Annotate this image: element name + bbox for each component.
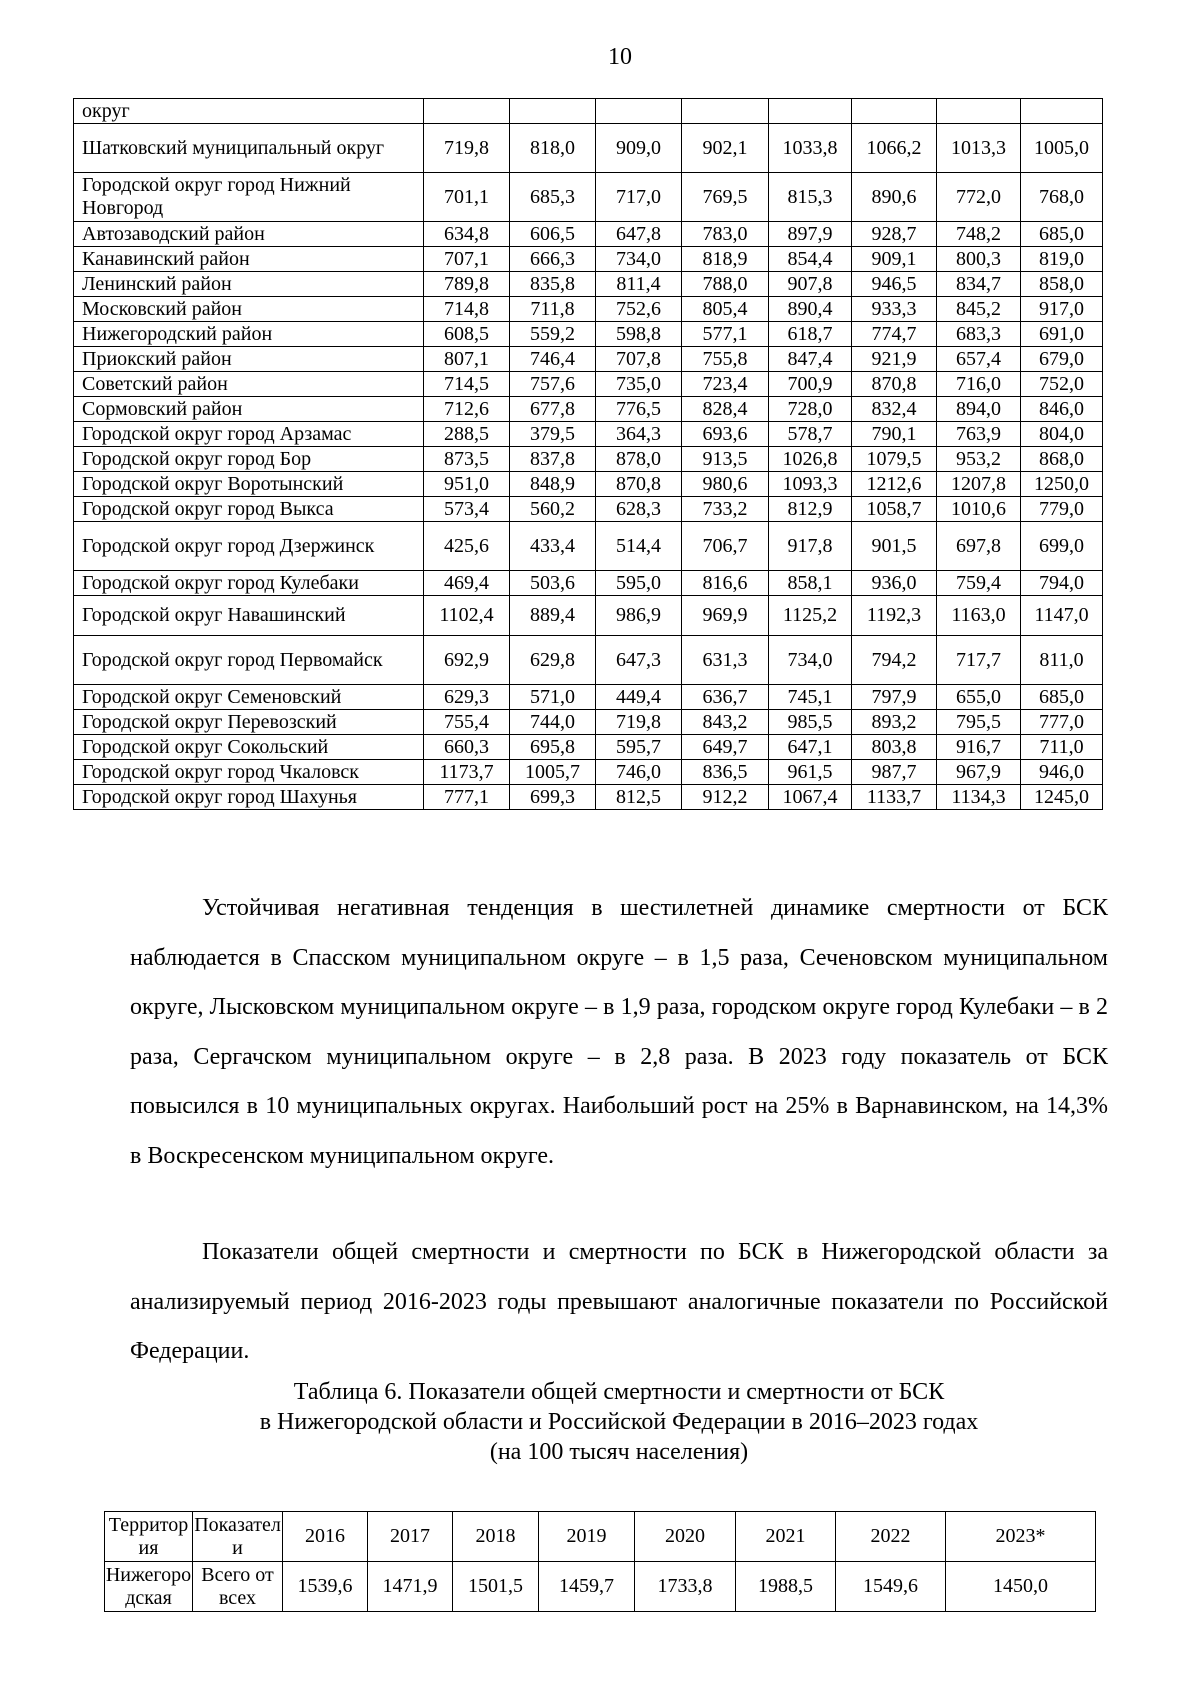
- value-cell: 728,0: [769, 397, 852, 422]
- value-cell: 1250,0: [1021, 472, 1103, 497]
- value-cell: 711,0: [1021, 735, 1103, 760]
- value-cell: 1102,4: [424, 596, 510, 636]
- value-cell: 1471,9: [368, 1562, 453, 1612]
- value-cell: 848,9: [510, 472, 596, 497]
- value-cell: 800,3: [937, 247, 1021, 272]
- value-cell: 858,0: [1021, 272, 1103, 297]
- value-cell: 812,5: [596, 785, 682, 810]
- value-cell: 716,0: [937, 372, 1021, 397]
- value-cell: 890,6: [852, 173, 937, 222]
- district-name-cell: Советский район: [74, 372, 424, 397]
- value-cell: 717,0: [596, 173, 682, 222]
- value-cell: 961,5: [769, 760, 852, 785]
- value-cell: 695,8: [510, 735, 596, 760]
- value-cell: 692,9: [424, 636, 510, 685]
- value-cell: 714,8: [424, 297, 510, 322]
- table-row: [74, 124, 1103, 173]
- table-row: [74, 272, 1103, 297]
- value-cell: 733,2: [682, 497, 769, 522]
- header-cell: Территория: [105, 1512, 193, 1562]
- value-cell: 1163,0: [937, 596, 1021, 636]
- header-cell: 2019: [539, 1512, 635, 1562]
- value-cell: 794,0: [1021, 571, 1103, 596]
- value-cell: 379,5: [510, 422, 596, 447]
- value-cell: 763,9: [937, 422, 1021, 447]
- value-cell: 769,5: [682, 173, 769, 222]
- table-header-row: [105, 1512, 1096, 1562]
- value-cell: 777,1: [424, 785, 510, 810]
- header-cell: 2021: [736, 1512, 836, 1562]
- value-cell: 1005,7: [510, 760, 596, 785]
- value-cell: 818,9: [682, 247, 769, 272]
- value-cell: 847,4: [769, 347, 852, 372]
- value-cell: 660,3: [424, 735, 510, 760]
- value-cell: 946,5: [852, 272, 937, 297]
- value-cell: 1026,8: [769, 447, 852, 472]
- value-cell: [510, 99, 596, 124]
- value-cell: 846,0: [1021, 397, 1103, 422]
- table-row: [74, 596, 1103, 636]
- table-row: [74, 760, 1103, 785]
- district-name-cell: Московский район: [74, 297, 424, 322]
- value-cell: 425,6: [424, 522, 510, 571]
- value-cell: 936,0: [852, 571, 937, 596]
- value-cell: 679,0: [1021, 347, 1103, 372]
- header-cell: 2018: [453, 1512, 539, 1562]
- value-cell: 647,8: [596, 222, 682, 247]
- value-cell: 618,7: [769, 322, 852, 347]
- value-cell: 657,4: [937, 347, 1021, 372]
- value-cell: 807,1: [424, 347, 510, 372]
- table-row: [74, 685, 1103, 710]
- table-row: [74, 222, 1103, 247]
- value-cell: 699,3: [510, 785, 596, 810]
- value-cell: 789,8: [424, 272, 510, 297]
- value-cell: 794,2: [852, 636, 937, 685]
- value-cell: 1539,6: [283, 1562, 368, 1612]
- value-cell: 832,4: [852, 397, 937, 422]
- district-name-cell: Городской округ Навашинский: [74, 596, 424, 636]
- table-row: [74, 397, 1103, 422]
- value-cell: 1010,6: [937, 497, 1021, 522]
- district-name-cell: Городской округ Семеновский: [74, 685, 424, 710]
- value-cell: 707,8: [596, 347, 682, 372]
- value-cell: [682, 99, 769, 124]
- value-cell: 889,4: [510, 596, 596, 636]
- value-cell: 712,6: [424, 397, 510, 422]
- value-cell: 714,5: [424, 372, 510, 397]
- value-cell: 755,8: [682, 347, 769, 372]
- value-cell: 890,4: [769, 297, 852, 322]
- value-cell: 288,5: [424, 422, 510, 447]
- value-cell: 606,5: [510, 222, 596, 247]
- table-row: [74, 297, 1103, 322]
- value-cell: 1133,7: [852, 785, 937, 810]
- value-cell: 628,3: [596, 497, 682, 522]
- value-cell: 783,0: [682, 222, 769, 247]
- table-row: [74, 247, 1103, 272]
- value-cell: 836,5: [682, 760, 769, 785]
- value-cell: 693,6: [682, 422, 769, 447]
- value-cell: 595,7: [596, 735, 682, 760]
- value-cell: 717,7: [937, 636, 1021, 685]
- value-cell: 734,0: [769, 636, 852, 685]
- district-name-cell: Городской округ город Первомайск: [74, 636, 424, 685]
- value-cell: 746,4: [510, 347, 596, 372]
- indicator-cell: Всего от всех: [193, 1562, 283, 1612]
- district-name-cell: округ: [74, 99, 424, 124]
- district-name-cell: Ленинский район: [74, 272, 424, 297]
- header-cell: 2023*: [946, 1512, 1096, 1562]
- value-cell: 573,4: [424, 497, 510, 522]
- value-cell: 815,3: [769, 173, 852, 222]
- value-cell: 1134,3: [937, 785, 1021, 810]
- value-cell: 699,0: [1021, 522, 1103, 571]
- value-cell: 774,7: [852, 322, 937, 347]
- table-row: [74, 472, 1103, 497]
- value-cell: 779,0: [1021, 497, 1103, 522]
- table-row: [74, 497, 1103, 522]
- value-cell: 636,7: [682, 685, 769, 710]
- value-cell: 577,1: [682, 322, 769, 347]
- value-cell: 571,0: [510, 685, 596, 710]
- value-cell: 719,8: [596, 710, 682, 735]
- value-cell: 752,6: [596, 297, 682, 322]
- table-row: [74, 447, 1103, 472]
- paragraph-bsk-trend: Устойчивая негативная тенденция в шестилетней динамике смертности от БСК наблюдается в Спасском муниципальном округе – в 1,5 раза, Сеченовском муниципальном округе, Лысковском муниципальном округе – в 1,9 раза, городском округе город Кулебаки – в 2 раза, Сергачском муниципальном округе – в 2,8 раза. В 2023 году показатель от БСК повысился в 10 муниципальных округах. Наибольший рост на 25% в Варнавинском, на 14,3% в Воскресенском муниципальном округе.: [130, 895, 1108, 1169]
- value-cell: 746,0: [596, 760, 682, 785]
- district-name-cell: Городской округ город Нижний Новгород: [74, 173, 424, 222]
- value-cell: 1988,5: [736, 1562, 836, 1612]
- table-row: [74, 173, 1103, 222]
- value-cell: 697,8: [937, 522, 1021, 571]
- value-cell: 655,0: [937, 685, 1021, 710]
- district-name-cell: Городской округ город Дзержинск: [74, 522, 424, 571]
- value-cell: 433,4: [510, 522, 596, 571]
- value-cell: 1245,0: [1021, 785, 1103, 810]
- territory-cell: Нижегородская: [105, 1562, 193, 1612]
- value-cell: 449,4: [596, 685, 682, 710]
- value-cell: 1066,2: [852, 124, 937, 173]
- table-row: [74, 710, 1103, 735]
- header-cell: 2022: [836, 1512, 946, 1562]
- value-cell: 514,4: [596, 522, 682, 571]
- value-cell: 666,3: [510, 247, 596, 272]
- value-cell: 719,8: [424, 124, 510, 173]
- value-cell: 559,2: [510, 322, 596, 347]
- value-cell: 917,0: [1021, 297, 1103, 322]
- value-cell: 854,4: [769, 247, 852, 272]
- district-name-cell: Автозаводский район: [74, 222, 424, 247]
- table-row: [74, 347, 1103, 372]
- value-cell: 828,4: [682, 397, 769, 422]
- district-name-cell: Нижегородский район: [74, 322, 424, 347]
- caption-line-2: в Нижегородской области и Российской Федерации в 2016–2023 годах: [259, 1409, 979, 1435]
- value-cell: 967,9: [937, 760, 1021, 785]
- value-cell: 691,0: [1021, 322, 1103, 347]
- header-cell: 2020: [635, 1512, 736, 1562]
- value-cell: 629,8: [510, 636, 596, 685]
- table-row: [74, 99, 1103, 124]
- value-cell: 608,5: [424, 322, 510, 347]
- value-cell: 795,5: [937, 710, 1021, 735]
- value-cell: 1033,8: [769, 124, 852, 173]
- table-row: [74, 372, 1103, 397]
- value-cell: 805,4: [682, 297, 769, 322]
- value-cell: 1147,0: [1021, 596, 1103, 636]
- value-cell: 776,5: [596, 397, 682, 422]
- table-row: [105, 1562, 1096, 1612]
- value-cell: [424, 99, 510, 124]
- value-cell: 907,8: [769, 272, 852, 297]
- value-cell: 788,0: [682, 272, 769, 297]
- district-name-cell: Сормовский район: [74, 397, 424, 422]
- mortality-by-district-table: [73, 98, 1103, 810]
- value-cell: 649,7: [682, 735, 769, 760]
- district-name-cell: Шатковский муниципальный округ: [74, 124, 424, 173]
- value-cell: 1207,8: [937, 472, 1021, 497]
- value-cell: 598,8: [596, 322, 682, 347]
- value-cell: 1501,5: [453, 1562, 539, 1612]
- value-cell: 980,6: [682, 472, 769, 497]
- value-cell: 364,3: [596, 422, 682, 447]
- value-cell: 811,4: [596, 272, 682, 297]
- value-cell: 1058,7: [852, 497, 937, 522]
- value-cell: 735,0: [596, 372, 682, 397]
- page-number: 10: [608, 44, 632, 70]
- value-cell: 560,2: [510, 497, 596, 522]
- table-row: [74, 636, 1103, 685]
- value-cell: 677,8: [510, 397, 596, 422]
- value-cell: 928,7: [852, 222, 937, 247]
- value-cell: 953,2: [937, 447, 1021, 472]
- district-name-cell: Городской округ город Кулебаки: [74, 571, 424, 596]
- value-cell: 745,1: [769, 685, 852, 710]
- value-cell: 503,6: [510, 571, 596, 596]
- value-cell: 894,0: [937, 397, 1021, 422]
- value-cell: 1093,3: [769, 472, 852, 497]
- value-cell: 734,0: [596, 247, 682, 272]
- value-cell: 837,8: [510, 447, 596, 472]
- value-cell: 913,5: [682, 447, 769, 472]
- value-cell: 629,3: [424, 685, 510, 710]
- value-cell: 707,1: [424, 247, 510, 272]
- value-cell: [852, 99, 937, 124]
- value-cell: 706,7: [682, 522, 769, 571]
- value-cell: 1173,7: [424, 760, 510, 785]
- value-cell: 901,5: [852, 522, 937, 571]
- header-cell: 2017: [368, 1512, 453, 1562]
- caption-line-3: (на 100 тысяч населения): [489, 1439, 749, 1465]
- table-row: [74, 322, 1103, 347]
- value-cell: 933,3: [852, 297, 937, 322]
- value-cell: 909,0: [596, 124, 682, 173]
- value-cell: 916,7: [937, 735, 1021, 760]
- value-cell: 469,4: [424, 571, 510, 596]
- value-cell: 700,9: [769, 372, 852, 397]
- value-cell: 909,1: [852, 247, 937, 272]
- value-cell: 595,0: [596, 571, 682, 596]
- value-cell: 946,0: [1021, 760, 1103, 785]
- value-cell: 902,1: [682, 124, 769, 173]
- paragraph-rf-comparison: Показатели общей смертности и смертности по БСК в Нижегородской области за анализируемый период 2016-2023 годы превышают аналогичные показатели по Российской Федерации.: [130, 1239, 1108, 1364]
- value-cell: 711,8: [510, 297, 596, 322]
- district-name-cell: Городской округ город Выкса: [74, 497, 424, 522]
- value-cell: 921,9: [852, 347, 937, 372]
- value-cell: [596, 99, 682, 124]
- value-cell: 1733,8: [635, 1562, 736, 1612]
- header-cell: 2016: [283, 1512, 368, 1562]
- value-cell: 631,3: [682, 636, 769, 685]
- table-row: [74, 522, 1103, 571]
- value-cell: 701,1: [424, 173, 510, 222]
- value-cell: 951,0: [424, 472, 510, 497]
- value-cell: 897,9: [769, 222, 852, 247]
- value-cell: 755,4: [424, 710, 510, 735]
- value-cell: 804,0: [1021, 422, 1103, 447]
- value-cell: 759,4: [937, 571, 1021, 596]
- value-cell: 816,6: [682, 571, 769, 596]
- value-cell: 843,2: [682, 710, 769, 735]
- value-cell: 790,1: [852, 422, 937, 447]
- value-cell: 868,0: [1021, 447, 1103, 472]
- value-cell: 748,2: [937, 222, 1021, 247]
- header-cell: Показатели: [193, 1512, 283, 1562]
- value-cell: 757,6: [510, 372, 596, 397]
- value-cell: 683,3: [937, 322, 1021, 347]
- table-row: [74, 785, 1103, 810]
- value-cell: [769, 99, 852, 124]
- district-name-cell: Городской округ город Бор: [74, 447, 424, 472]
- value-cell: 812,9: [769, 497, 852, 522]
- value-cell: 777,0: [1021, 710, 1103, 735]
- table-6-caption: [130, 1377, 1108, 1467]
- value-cell: 1549,6: [836, 1562, 946, 1612]
- value-cell: 819,0: [1021, 247, 1103, 272]
- value-cell: 1005,0: [1021, 124, 1103, 173]
- value-cell: [1021, 99, 1103, 124]
- value-cell: 912,2: [682, 785, 769, 810]
- district-name-cell: Городской округ город Чкаловск: [74, 760, 424, 785]
- value-cell: 685,0: [1021, 222, 1103, 247]
- mortality-region-vs-rf-table: [104, 1511, 1096, 1612]
- value-cell: 744,0: [510, 710, 596, 735]
- value-cell: 1125,2: [769, 596, 852, 636]
- value-cell: 772,0: [937, 173, 1021, 222]
- value-cell: [937, 99, 1021, 124]
- value-cell: 723,4: [682, 372, 769, 397]
- value-cell: 917,8: [769, 522, 852, 571]
- value-cell: 685,0: [1021, 685, 1103, 710]
- value-cell: 1459,7: [539, 1562, 635, 1612]
- value-cell: 811,0: [1021, 636, 1103, 685]
- value-cell: 797,9: [852, 685, 937, 710]
- district-name-cell: Городской округ город Шахунья: [74, 785, 424, 810]
- value-cell: 818,0: [510, 124, 596, 173]
- table-row: [74, 735, 1103, 760]
- value-cell: 647,1: [769, 735, 852, 760]
- value-cell: 647,3: [596, 636, 682, 685]
- value-cell: 1212,6: [852, 472, 937, 497]
- value-cell: 1450,0: [946, 1562, 1096, 1612]
- value-cell: 878,0: [596, 447, 682, 472]
- value-cell: 1067,4: [769, 785, 852, 810]
- value-cell: 870,8: [852, 372, 937, 397]
- value-cell: 893,2: [852, 710, 937, 735]
- table-row: [74, 571, 1103, 596]
- value-cell: 685,3: [510, 173, 596, 222]
- value-cell: 1079,5: [852, 447, 937, 472]
- value-cell: 987,7: [852, 760, 937, 785]
- value-cell: 768,0: [1021, 173, 1103, 222]
- district-name-cell: Приокский район: [74, 347, 424, 372]
- value-cell: 1192,3: [852, 596, 937, 636]
- value-cell: 634,8: [424, 222, 510, 247]
- value-cell: 845,2: [937, 297, 1021, 322]
- district-name-cell: Городской округ Перевозский: [74, 710, 424, 735]
- table-row: [74, 422, 1103, 447]
- district-name-cell: Городской округ Сокольский: [74, 735, 424, 760]
- value-cell: 969,9: [682, 596, 769, 636]
- value-cell: 1013,3: [937, 124, 1021, 173]
- district-name-cell: Канавинский район: [74, 247, 424, 272]
- value-cell: 985,5: [769, 710, 852, 735]
- value-cell: 870,8: [596, 472, 682, 497]
- value-cell: 752,0: [1021, 372, 1103, 397]
- district-name-cell: Городской округ Воротынский: [74, 472, 424, 497]
- caption-line-1: Таблица 6. Показатели общей смертности и смертности от БСК: [293, 1379, 945, 1405]
- value-cell: 578,7: [769, 422, 852, 447]
- value-cell: 834,7: [937, 272, 1021, 297]
- value-cell: 986,9: [596, 596, 682, 636]
- value-cell: 873,5: [424, 447, 510, 472]
- value-cell: 835,8: [510, 272, 596, 297]
- value-cell: 858,1: [769, 571, 852, 596]
- district-name-cell: Городской округ город Арзамас: [74, 422, 424, 447]
- value-cell: 803,8: [852, 735, 937, 760]
